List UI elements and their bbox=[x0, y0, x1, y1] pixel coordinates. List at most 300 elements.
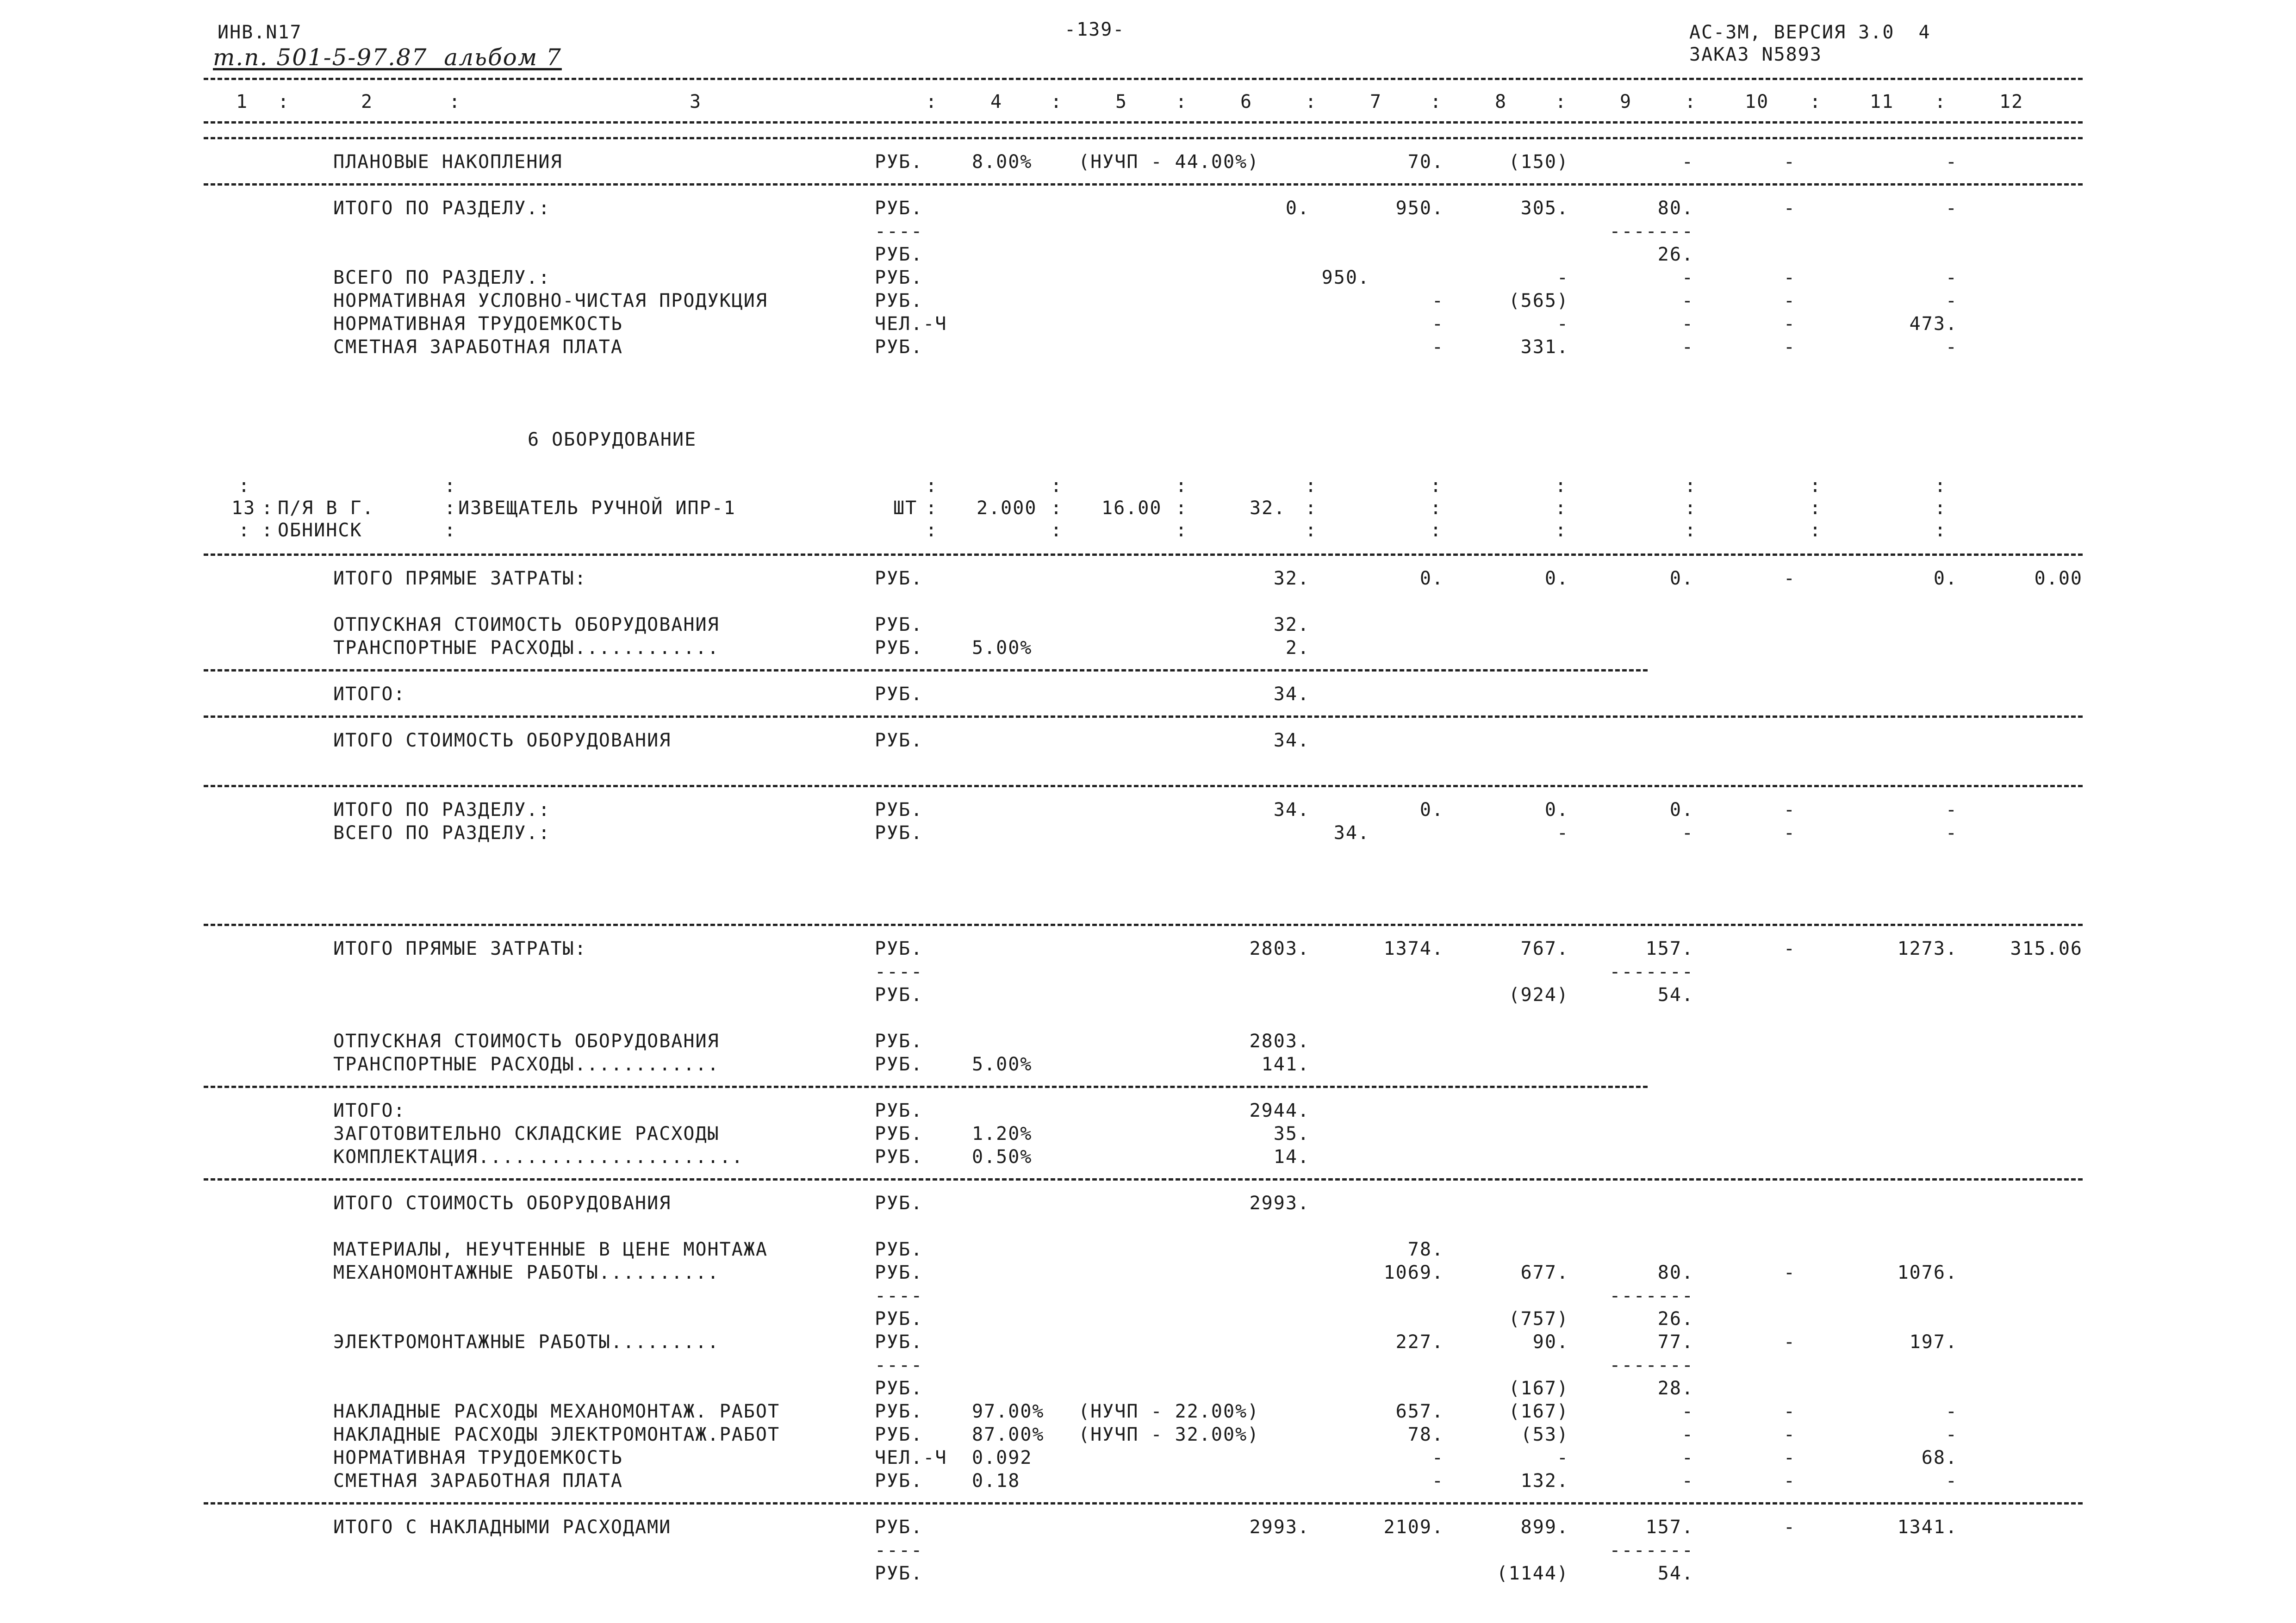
row-value-c8: (757) bbox=[1508, 1308, 1569, 1330]
row-value-c11: - bbox=[1945, 1424, 1958, 1445]
column-number-6: 6 bbox=[1240, 91, 1253, 112]
row-label: КОМПЛЕКТАЦИЯ...................... bbox=[333, 1146, 744, 1168]
column-number-10: 10 bbox=[1745, 91, 1769, 112]
row-label: НАКЛАДНЫЕ РАСХОДЫ ЭЛЕКТРОМОНТАЖ.РАБОТ bbox=[333, 1424, 780, 1445]
row-value-c9: - bbox=[1681, 290, 1694, 311]
row-value-c7: 1069. bbox=[1383, 1262, 1444, 1283]
row-value-c8: (53) bbox=[1520, 1424, 1569, 1445]
table-row bbox=[0, 151, 2296, 173]
row-label: МЕХАНОМОНТАЖНЫЕ РАБОТЫ.......... bbox=[333, 1262, 720, 1283]
row-unit: РУБ. bbox=[875, 1146, 923, 1168]
column-separator: : bbox=[238, 520, 251, 541]
column-number-1: 1 bbox=[236, 91, 249, 112]
row-value-c11: 1273. bbox=[1897, 938, 1958, 959]
row-unit: РУБ. bbox=[875, 1517, 923, 1538]
column-separator: : bbox=[1810, 91, 1822, 112]
row-separator-rule bbox=[204, 137, 2083, 139]
row-value-c11: - bbox=[1945, 799, 1958, 821]
column-number-2: 2 bbox=[361, 91, 373, 112]
row-unit: ---- bbox=[875, 221, 923, 242]
row-value-c8: - bbox=[1556, 267, 1569, 288]
table-row bbox=[0, 683, 2296, 705]
header-rule-top bbox=[204, 78, 2083, 80]
row-label: ВСЕГО ПО РАЗДЕЛУ.: bbox=[333, 267, 551, 288]
row-unit: РУБ. bbox=[875, 938, 923, 959]
row-unit: ---- bbox=[875, 1540, 923, 1561]
row-label: СМЕТНАЯ ЗАРАБОТНАЯ ПЛАТА bbox=[333, 1470, 623, 1492]
row-value-c9: ------- bbox=[1609, 1285, 1694, 1306]
row-value-c9: - bbox=[1681, 313, 1694, 335]
row-value-c5: (НУЧП - 22.00%) bbox=[1078, 1401, 1260, 1422]
column-separator: : bbox=[1555, 475, 1568, 497]
subtotal-row bbox=[0, 1308, 2296, 1330]
row-value-c8: 0. bbox=[1544, 799, 1569, 821]
software-version: АС-3М, ВЕРСИЯ 3.0 4 bbox=[1689, 22, 1931, 43]
column-separator: : bbox=[1176, 91, 1188, 112]
row-value-c4: 87.00% bbox=[972, 1424, 1045, 1445]
column-separator: : bbox=[1051, 497, 1063, 519]
row-value-c6: 0. bbox=[1285, 198, 1310, 219]
column-separator: : bbox=[926, 475, 938, 497]
row-value-c6: 2803. bbox=[1249, 938, 1310, 959]
row-value-c10: - bbox=[1783, 198, 1796, 219]
row-value-c5: (НУЧП - 32.00%) bbox=[1078, 1424, 1260, 1445]
row-unit: РУБ. bbox=[875, 1123, 923, 1144]
row-separator-rule bbox=[204, 715, 2083, 718]
row-value-c9: ------- bbox=[1609, 961, 1694, 983]
order-number: ЗАКАЗ N5893 bbox=[1689, 44, 1822, 65]
row-label: ТРАНСПОРТНЫЕ РАСХОДЫ............ bbox=[333, 637, 720, 659]
row-unit: РУБ. bbox=[875, 1239, 923, 1260]
row-unit: РУБ. bbox=[875, 684, 923, 705]
row-value-c10: - bbox=[1783, 822, 1796, 844]
row-value-c7: - bbox=[1431, 313, 1444, 335]
row-value-c6: 32. bbox=[1273, 568, 1310, 589]
row-value-c10: - bbox=[1783, 290, 1796, 311]
row-value-c11: - bbox=[1945, 151, 1958, 173]
item-name: ИЗВЕЩАТЕЛЬ РУЧНОЙ ИПР-1 bbox=[458, 497, 736, 519]
row-value-c4: 0.18 bbox=[972, 1470, 1020, 1492]
row-value-c10: - bbox=[1783, 267, 1796, 288]
row-unit: РУБ. bbox=[875, 1470, 923, 1492]
column-separator: : bbox=[1810, 497, 1822, 519]
row-value-c11: - bbox=[1945, 198, 1958, 219]
row-value-c9: - bbox=[1681, 151, 1694, 173]
column-separator: : bbox=[1051, 520, 1063, 541]
row-value-c7: - bbox=[1431, 290, 1444, 311]
column-separator: : bbox=[1051, 475, 1063, 497]
column-separator: : bbox=[1176, 475, 1188, 497]
table-row bbox=[0, 1331, 2296, 1353]
row-value-c8: (167) bbox=[1508, 1401, 1569, 1422]
row-value-c9: ------- bbox=[1609, 1355, 1694, 1376]
table-row bbox=[0, 336, 2296, 358]
row-separator-rule bbox=[204, 669, 1648, 672]
column-separator: : bbox=[1305, 497, 1318, 519]
row-label: ТРАНСПОРТНЫЕ РАСХОДЫ............ bbox=[333, 1054, 720, 1075]
row-value-c7: - bbox=[1431, 336, 1444, 358]
column-separator: : bbox=[1685, 91, 1697, 112]
column-separator: : bbox=[1051, 91, 1063, 112]
row-separator-rule bbox=[204, 1178, 2083, 1181]
row-label: НОРМАТИВНАЯ ТРУДОЕМКОСТЬ bbox=[333, 1447, 623, 1468]
table-row bbox=[0, 567, 2296, 590]
row-value-c9: 0. bbox=[1669, 568, 1694, 589]
column-separator: : bbox=[1685, 497, 1697, 519]
row-value-c9: 54. bbox=[1657, 984, 1694, 1006]
subtotal-row bbox=[0, 1562, 2296, 1585]
column-separator: : bbox=[444, 497, 457, 519]
row-label: ИТОГО ПО РАЗДЕЛУ.: bbox=[333, 799, 551, 821]
column-number-9: 9 bbox=[1620, 91, 1632, 112]
table-row bbox=[0, 637, 2296, 659]
row-value-c10: - bbox=[1783, 1517, 1796, 1538]
row-value-c8: - bbox=[1556, 1447, 1569, 1468]
row-value-c6: 34. bbox=[1273, 730, 1310, 751]
row-value-c7: 657. bbox=[1395, 1401, 1444, 1422]
row-unit: РУБ. bbox=[875, 151, 923, 173]
subtotal-row bbox=[0, 961, 2296, 983]
row-value-c6: 32. bbox=[1273, 614, 1310, 635]
row-value-c7: 78. bbox=[1407, 1424, 1444, 1445]
item-position: 13 bbox=[231, 497, 256, 519]
row-unit: РУБ. bbox=[875, 730, 923, 751]
row-value-c9: 77. bbox=[1657, 1331, 1694, 1353]
row-label: НОРМАТИВНАЯ ТРУДОЕМКОСТЬ bbox=[333, 313, 623, 335]
subtotal-row bbox=[0, 1354, 2296, 1376]
table-row bbox=[0, 614, 2296, 636]
subtotal-row bbox=[0, 1377, 2296, 1399]
item-code-city: ОБНИНСК bbox=[278, 520, 362, 541]
row-value-c8: 767. bbox=[1520, 938, 1569, 959]
row-unit: РУБ. bbox=[875, 822, 923, 844]
row-value-c7: 0. bbox=[1419, 799, 1444, 821]
row-unit: РУБ. bbox=[875, 244, 923, 265]
row-value-c8: 90. bbox=[1532, 1331, 1569, 1353]
table-row bbox=[0, 1053, 2296, 1076]
row-value-c6: 2. bbox=[1285, 637, 1310, 659]
row-label: ИТОГО ПО РАЗДЕЛУ.: bbox=[333, 198, 551, 219]
row-unit: РУБ. bbox=[875, 568, 923, 589]
row-value-c9: - bbox=[1681, 267, 1694, 288]
row-label: ОТПУСКНАЯ СТОИМОСТЬ ОБОРУДОВАНИЯ bbox=[333, 614, 720, 635]
subtotal-row bbox=[0, 243, 2296, 266]
column-separator: : bbox=[444, 475, 457, 497]
row-label: ИТОГО СТОИМОСТЬ ОБОРУДОВАНИЯ bbox=[333, 1193, 672, 1214]
column-separator: : bbox=[1430, 497, 1443, 519]
row-label: НОРМАТИВНАЯ УСЛОВНО-ЧИСТАЯ ПРОДУКЦИЯ bbox=[333, 290, 768, 311]
row-value-c7: 78. bbox=[1407, 1239, 1444, 1260]
table-row bbox=[0, 1192, 2296, 1214]
column-separator: : bbox=[1810, 475, 1822, 497]
table-row bbox=[0, 1447, 2296, 1469]
row-unit: РУБ. bbox=[875, 1100, 923, 1121]
row-value-c8: - bbox=[1556, 822, 1569, 844]
row-label: НАКЛАДНЫЕ РАСХОДЫ МЕХАНОМОНТАЖ. РАБОТ bbox=[333, 1401, 780, 1422]
row-value-c6b: 950. bbox=[1321, 267, 1370, 288]
row-value-c9: 157. bbox=[1645, 1517, 1694, 1538]
column-separator: : bbox=[1430, 520, 1443, 541]
column-separator: : bbox=[261, 520, 274, 541]
row-value-c6: 2993. bbox=[1249, 1193, 1310, 1214]
subtotal-row bbox=[0, 984, 2296, 1006]
row-value-c10: - bbox=[1783, 151, 1796, 173]
row-value-c9: - bbox=[1681, 1470, 1694, 1492]
column-separator: : bbox=[1935, 497, 1947, 519]
header-rule-bottom bbox=[204, 121, 2083, 124]
column-separator: : bbox=[1430, 91, 1443, 112]
column-separator: : bbox=[261, 497, 274, 519]
row-value-c4: 97.00% bbox=[972, 1401, 1045, 1422]
row-value-c8: (565) bbox=[1508, 290, 1569, 311]
column-separator: : bbox=[1555, 497, 1568, 519]
row-unit: РУБ. bbox=[875, 1378, 923, 1399]
column-separator: : bbox=[1935, 520, 1947, 541]
column-number-8: 8 bbox=[1495, 91, 1507, 112]
row-label: ОТПУСКНАЯ СТОИМОСТЬ ОБОРУДОВАНИЯ bbox=[333, 1031, 720, 1052]
table-row bbox=[0, 1146, 2296, 1168]
row-label: ИТОГО С НАКЛАДНЫМИ РАСХОДАМИ bbox=[333, 1517, 672, 1538]
row-separator-rule bbox=[204, 1086, 1648, 1088]
table-row bbox=[0, 938, 2296, 960]
row-unit: РУБ. bbox=[875, 290, 923, 311]
row-unit: ЧЕЛ.-Ч bbox=[875, 1447, 947, 1468]
row-value-c11: 68. bbox=[1921, 1447, 1958, 1468]
column-number-3: 3 bbox=[690, 91, 702, 112]
table-row bbox=[0, 267, 2296, 289]
row-separator-rule bbox=[204, 1502, 2083, 1505]
column-separator: : bbox=[1685, 520, 1697, 541]
row-value-c12: 0.00 bbox=[2034, 568, 2083, 589]
table-row bbox=[0, 197, 2296, 219]
row-value-c8: (150) bbox=[1508, 151, 1569, 173]
column-separator: : bbox=[1305, 91, 1318, 112]
table-row bbox=[0, 1238, 2296, 1261]
row-value-c4: 1.20% bbox=[972, 1123, 1033, 1144]
table-row bbox=[0, 799, 2296, 821]
column-separator: : bbox=[926, 520, 938, 541]
row-label: СМЕТНАЯ ЗАРАБОТНАЯ ПЛАТА bbox=[333, 336, 623, 358]
row-value-c11: - bbox=[1945, 336, 1958, 358]
row-value-c11: - bbox=[1945, 290, 1958, 311]
row-value-c10: - bbox=[1783, 1401, 1796, 1422]
row-unit: РУБ. bbox=[875, 1308, 923, 1330]
table-row bbox=[0, 1100, 2296, 1122]
row-value-c6: 2803. bbox=[1249, 1031, 1310, 1052]
row-unit: РУБ. bbox=[875, 198, 923, 219]
item-row bbox=[0, 475, 2296, 544]
row-value-c6: 34. bbox=[1273, 684, 1310, 705]
row-value-c8: - bbox=[1556, 313, 1569, 335]
row-value-c9: ------- bbox=[1609, 1540, 1694, 1561]
row-unit: РУБ. bbox=[875, 1193, 923, 1214]
row-unit: ---- bbox=[875, 961, 923, 983]
row-value-c8: (167) bbox=[1508, 1378, 1569, 1399]
row-unit: РУБ. bbox=[875, 614, 923, 635]
row-value-c9: - bbox=[1681, 1447, 1694, 1468]
project-reference: т.п. 501-5-97.87 альбом 7 bbox=[213, 44, 562, 71]
column-separator: : bbox=[926, 497, 938, 519]
table-row bbox=[0, 1123, 2296, 1145]
row-value-c11: - bbox=[1945, 267, 1958, 288]
column-separator: : bbox=[1176, 497, 1188, 519]
column-number-12: 12 bbox=[1999, 91, 2024, 112]
row-value-c9: 157. bbox=[1645, 938, 1694, 959]
column-separator: : bbox=[444, 520, 457, 541]
row-value-c7: 2109. bbox=[1383, 1517, 1444, 1538]
column-separator: : bbox=[1935, 475, 1947, 497]
row-value-c11: 473. bbox=[1909, 313, 1958, 335]
row-value-c11: 1341. bbox=[1897, 1517, 1958, 1538]
row-value-c7: - bbox=[1431, 1447, 1444, 1468]
table-row bbox=[0, 1262, 2296, 1284]
row-value-c6b: 34. bbox=[1333, 822, 1370, 844]
item-total: 32. bbox=[1250, 497, 1286, 519]
row-label: ЗАГОТОВИТЕЛЬНО СКЛАДСКИЕ РАСХОДЫ bbox=[333, 1123, 720, 1144]
subtotal-row bbox=[0, 1539, 2296, 1561]
inventory-number: ИНВ.N17 bbox=[218, 22, 302, 43]
row-value-c11: 0. bbox=[1933, 568, 1958, 589]
row-value-c11: - bbox=[1945, 822, 1958, 844]
row-separator-rule bbox=[204, 785, 2083, 787]
row-value-c12: 315.06 bbox=[2010, 938, 2083, 959]
row-separator-rule bbox=[204, 553, 2083, 556]
table-row bbox=[0, 1400, 2296, 1423]
section-title: 6 ОБОРУДОВАНИЕ bbox=[528, 429, 697, 450]
row-value-c5: (НУЧП - 44.00%) bbox=[1078, 151, 1260, 173]
row-value-c8: 677. bbox=[1520, 1262, 1569, 1283]
row-unit: РУБ. bbox=[875, 1424, 923, 1445]
column-number-4: 4 bbox=[990, 91, 1003, 112]
row-unit: ---- bbox=[875, 1355, 923, 1376]
row-value-c11: - bbox=[1945, 1401, 1958, 1422]
section-heading bbox=[0, 429, 2296, 451]
row-value-c6: 2993. bbox=[1249, 1517, 1310, 1538]
row-unit: РУБ. bbox=[875, 1262, 923, 1283]
row-value-c9: 26. bbox=[1657, 244, 1694, 265]
table-row bbox=[0, 1470, 2296, 1492]
subtotal-row bbox=[0, 220, 2296, 243]
column-separator: : bbox=[1685, 475, 1697, 497]
row-unit: ЧЕЛ.-Ч bbox=[875, 313, 947, 335]
column-separator: : bbox=[1555, 520, 1568, 541]
row-value-c11: - bbox=[1945, 1470, 1958, 1492]
row-label: МАТЕРИАЛЫ, НЕУЧТЕННЫЕ В ЦЕНЕ МОНТАЖА bbox=[333, 1239, 768, 1260]
row-value-c4: 8.00% bbox=[972, 151, 1033, 173]
row-value-c8: 132. bbox=[1520, 1470, 1569, 1492]
table-row bbox=[0, 1516, 2296, 1538]
row-label: ЭЛЕКТРОМОНТАЖНЫЕ РАБОТЫ......... bbox=[333, 1331, 720, 1353]
row-unit: РУБ. bbox=[875, 799, 923, 821]
table-row bbox=[0, 822, 2296, 844]
row-value-c8: 0. bbox=[1544, 568, 1569, 589]
row-label: ИТОГО: bbox=[333, 684, 406, 705]
row-value-c9: - bbox=[1681, 1424, 1694, 1445]
item-code: П/Я В Г. bbox=[278, 497, 374, 519]
row-unit: РУБ. bbox=[875, 267, 923, 288]
item-quantity: 2.000 bbox=[977, 497, 1037, 519]
row-value-c9: - bbox=[1681, 1401, 1694, 1422]
column-separator: : bbox=[926, 91, 938, 112]
row-value-c4: 0.092 bbox=[972, 1447, 1033, 1468]
row-value-c10: - bbox=[1783, 938, 1796, 959]
row-label: ИТОГО: bbox=[333, 1100, 406, 1121]
row-separator-rule bbox=[204, 924, 2083, 926]
row-value-c10: - bbox=[1783, 336, 1796, 358]
row-label: ВСЕГО ПО РАЗДЕЛУ.: bbox=[333, 822, 551, 844]
row-value-c7: 950. bbox=[1395, 198, 1444, 219]
row-separator-rule bbox=[204, 183, 2083, 186]
row-value-c10: - bbox=[1783, 1331, 1796, 1353]
row-unit: РУБ. bbox=[875, 1031, 923, 1052]
column-separator: : bbox=[1305, 475, 1318, 497]
row-value-c9: 28. bbox=[1657, 1378, 1694, 1399]
row-unit: РУБ. bbox=[875, 984, 923, 1006]
row-value-c8: 305. bbox=[1520, 198, 1569, 219]
column-separator: : bbox=[449, 91, 461, 112]
row-unit: РУБ. bbox=[875, 1054, 923, 1075]
table-row bbox=[0, 313, 2296, 335]
row-unit: РУБ. bbox=[875, 1401, 923, 1422]
row-value-c8: (924) bbox=[1508, 984, 1569, 1006]
row-value-c11: 197. bbox=[1909, 1331, 1958, 1353]
row-value-c6: 2944. bbox=[1249, 1100, 1310, 1121]
column-separator: : bbox=[278, 91, 290, 112]
row-value-c10: - bbox=[1783, 1262, 1796, 1283]
row-value-c10: - bbox=[1783, 1447, 1796, 1468]
row-unit: РУБ. bbox=[875, 637, 923, 659]
row-label: ИТОГО СТОИМОСТЬ ОБОРУДОВАНИЯ bbox=[333, 730, 672, 751]
column-separator: : bbox=[1555, 91, 1568, 112]
column-number-7: 7 bbox=[1370, 91, 1382, 112]
row-unit: ---- bbox=[875, 1285, 923, 1306]
row-value-c10: - bbox=[1783, 313, 1796, 335]
row-value-c6: 141. bbox=[1261, 1054, 1310, 1075]
row-unit: РУБ. bbox=[875, 1331, 923, 1353]
subtotal-row bbox=[0, 1285, 2296, 1307]
item-unit: ШТ bbox=[893, 497, 918, 519]
page-number: -139- bbox=[1064, 19, 1125, 40]
table-row bbox=[0, 290, 2296, 312]
column-separator: : bbox=[1430, 475, 1443, 497]
column-number-11: 11 bbox=[1870, 91, 1894, 112]
row-value-c6: 34. bbox=[1273, 799, 1310, 821]
row-value-c9: 26. bbox=[1657, 1308, 1694, 1330]
row-value-c8: 899. bbox=[1520, 1517, 1569, 1538]
row-value-c9: ------- bbox=[1609, 221, 1694, 242]
table-row bbox=[0, 1030, 2296, 1052]
row-value-c10: - bbox=[1783, 568, 1796, 589]
row-value-c9: - bbox=[1681, 336, 1694, 358]
column-separator: : bbox=[238, 475, 251, 497]
row-value-c9: 80. bbox=[1657, 1262, 1694, 1283]
column-separator: : bbox=[1176, 520, 1188, 541]
row-label: ПЛАНОВЫЕ НАКОПЛЕНИЯ bbox=[333, 151, 563, 173]
column-separator: : bbox=[1935, 91, 1947, 112]
row-value-c8: 331. bbox=[1520, 336, 1569, 358]
table-row bbox=[0, 1424, 2296, 1446]
row-value-c7: 1374. bbox=[1383, 938, 1444, 959]
row-value-c7: - bbox=[1431, 1470, 1444, 1492]
row-label: ИТОГО ПРЯМЫЕ ЗАТРАТЫ: bbox=[333, 568, 587, 589]
row-unit: РУБ. bbox=[875, 1563, 923, 1584]
row-unit: РУБ. bbox=[875, 336, 923, 358]
table-row bbox=[0, 729, 2296, 752]
row-value-c7: 227. bbox=[1395, 1331, 1444, 1353]
row-value-c11: 1076. bbox=[1897, 1262, 1958, 1283]
row-value-c10: - bbox=[1783, 1424, 1796, 1445]
row-value-c4: 5.00% bbox=[972, 1054, 1033, 1075]
